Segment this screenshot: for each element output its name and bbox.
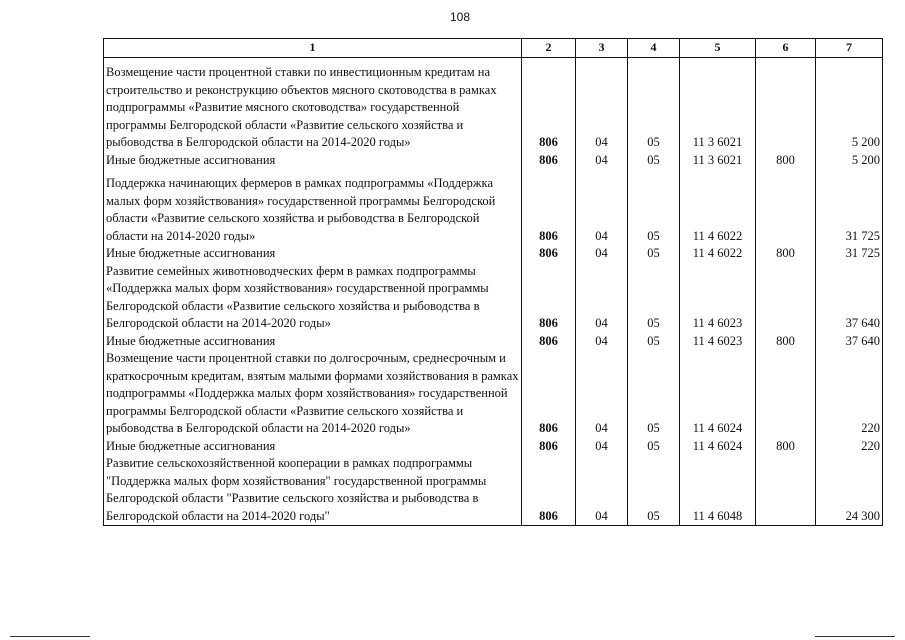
col-header-3: 3 <box>576 39 628 58</box>
row-subsection: 05 <box>628 263 680 333</box>
row-amount: 5 200 <box>816 64 883 152</box>
row-code: 806 <box>522 263 576 333</box>
row-section: 04 <box>576 263 628 333</box>
row-name: Иные бюджетные ассигнования <box>104 333 522 351</box>
row-section: 04 <box>576 64 628 152</box>
row-subsection: 05 <box>628 333 680 351</box>
row-name: Развитие сельскохозяйственной кооперации в рамках подпрограммы "Поддержка малых форм хозяйствования" государственной программы Белгородской области "Развитие сельского хозяйства и рыбоводства в Белгородской области на 2014-2020 годы" <box>104 455 522 526</box>
row-amount: 31 725 <box>816 245 883 263</box>
row-code: 806 <box>522 438 576 456</box>
row-section: 04 <box>576 245 628 263</box>
row-name: Иные бюджетные ассигнования <box>104 438 522 456</box>
table-row <box>104 245 883 263</box>
row-subsection: 05 <box>628 455 680 526</box>
col-header-5: 5 <box>680 39 756 58</box>
table-row <box>104 175 883 245</box>
col-header-7: 7 <box>816 39 883 58</box>
row-subsection: 05 <box>628 64 680 152</box>
row-subsection: 05 <box>628 245 680 263</box>
row-expense-type: 800 <box>756 438 816 456</box>
row-subsection: 05 <box>628 350 680 438</box>
table-row <box>104 263 883 333</box>
row-name: Поддержка начинающих фермеров в рамках подпрограммы «Поддержка малых форм хозяйствования» государственной программы Белгородской области «Развитие сельского хозяйства и рыбоводства в Белгородской области на 2014-2020 годы» <box>104 175 522 245</box>
header-row <box>104 39 883 58</box>
table-row <box>104 152 883 170</box>
table-row <box>104 438 883 456</box>
row-target-article: 11 4 6024 <box>680 350 756 438</box>
row-name: Иные бюджетные ассигнования <box>104 245 522 263</box>
row-subsection: 05 <box>628 438 680 456</box>
row-amount: 37 640 <box>816 263 883 333</box>
row-section: 04 <box>576 455 628 526</box>
row-amount: 5 200 <box>816 152 883 170</box>
row-code: 806 <box>522 245 576 263</box>
table-row <box>104 64 883 152</box>
row-code: 806 <box>522 455 576 526</box>
row-target-article: 11 4 6023 <box>680 263 756 333</box>
row-expense-type <box>756 263 816 333</box>
row-code: 806 <box>522 350 576 438</box>
row-subsection: 05 <box>628 175 680 245</box>
row-section: 04 <box>576 333 628 351</box>
row-amount: 31 725 <box>816 175 883 245</box>
budget-table <box>103 38 883 526</box>
page-number: 108 <box>449 10 471 24</box>
row-amount: 220 <box>816 350 883 438</box>
row-name: Возмещение части процентной ставки по инвестиционным кредитам на строительство и реконструкцию объектов мясного скотоводства в рамках подпрограммы «Развитие мясного скотоводства» государственной программы Белгородской области «Развитие сельского хозяйства и рыбоводства в Белгородской области на 2014-2020 годы» <box>104 64 522 152</box>
row-section: 04 <box>576 175 628 245</box>
row-code: 806 <box>522 64 576 152</box>
row-section: 04 <box>576 152 628 170</box>
table-row <box>104 350 883 438</box>
row-expense-type <box>756 350 816 438</box>
row-section: 04 <box>576 350 628 438</box>
col-header-1: 1 <box>104 39 522 58</box>
row-name: Развитие семейных животноводческих ферм в рамках подпрограммы «Поддержка малых форм хозяйствования» государственной программы Белгородской области «Развитие сельского хозяйства и рыбоводства в Белгородской области на 2014-2020 годы» <box>104 263 522 333</box>
row-expense-type: 800 <box>756 152 816 170</box>
col-header-2: 2 <box>522 39 576 58</box>
table-row <box>104 455 883 526</box>
row-target-article: 11 3 6021 <box>680 152 756 170</box>
row-target-article: 11 4 6048 <box>680 455 756 526</box>
row-target-article: 11 4 6023 <box>680 333 756 351</box>
row-subsection: 05 <box>628 152 680 170</box>
row-expense-type <box>756 455 816 526</box>
scan-edge-line-left <box>10 636 90 637</box>
scan-edge-line-right <box>815 636 895 637</box>
row-expense-type <box>756 175 816 245</box>
row-name: Возмещение части процентной ставки по долгосрочным, среднесрочным и краткосрочным кредитам, взятым малыми формами хозяйствования в рамках подпрограммы «Поддержка малых форм хозяйствования» государственной программы Белгородской области «Развитие сельского хозяйства и рыбоводства в Белгородской области на 2014-2020 годы» <box>104 350 522 438</box>
row-amount: 24 300 <box>816 455 883 526</box>
row-expense-type: 800 <box>756 333 816 351</box>
row-expense-type <box>756 64 816 152</box>
row-code: 806 <box>522 333 576 351</box>
row-expense-type: 800 <box>756 245 816 263</box>
row-target-article: 11 4 6022 <box>680 175 756 245</box>
row-section: 04 <box>576 438 628 456</box>
row-code: 806 <box>522 175 576 245</box>
row-code: 806 <box>522 152 576 170</box>
row-target-article: 11 4 6024 <box>680 438 756 456</box>
row-target-article: 11 4 6022 <box>680 245 756 263</box>
table-row <box>104 333 883 351</box>
col-header-4: 4 <box>628 39 680 58</box>
col-header-6: 6 <box>756 39 816 58</box>
row-amount: 220 <box>816 438 883 456</box>
row-amount: 37 640 <box>816 333 883 351</box>
row-target-article: 11 3 6021 <box>680 64 756 152</box>
row-name: Иные бюджетные ассигнования <box>104 152 522 170</box>
